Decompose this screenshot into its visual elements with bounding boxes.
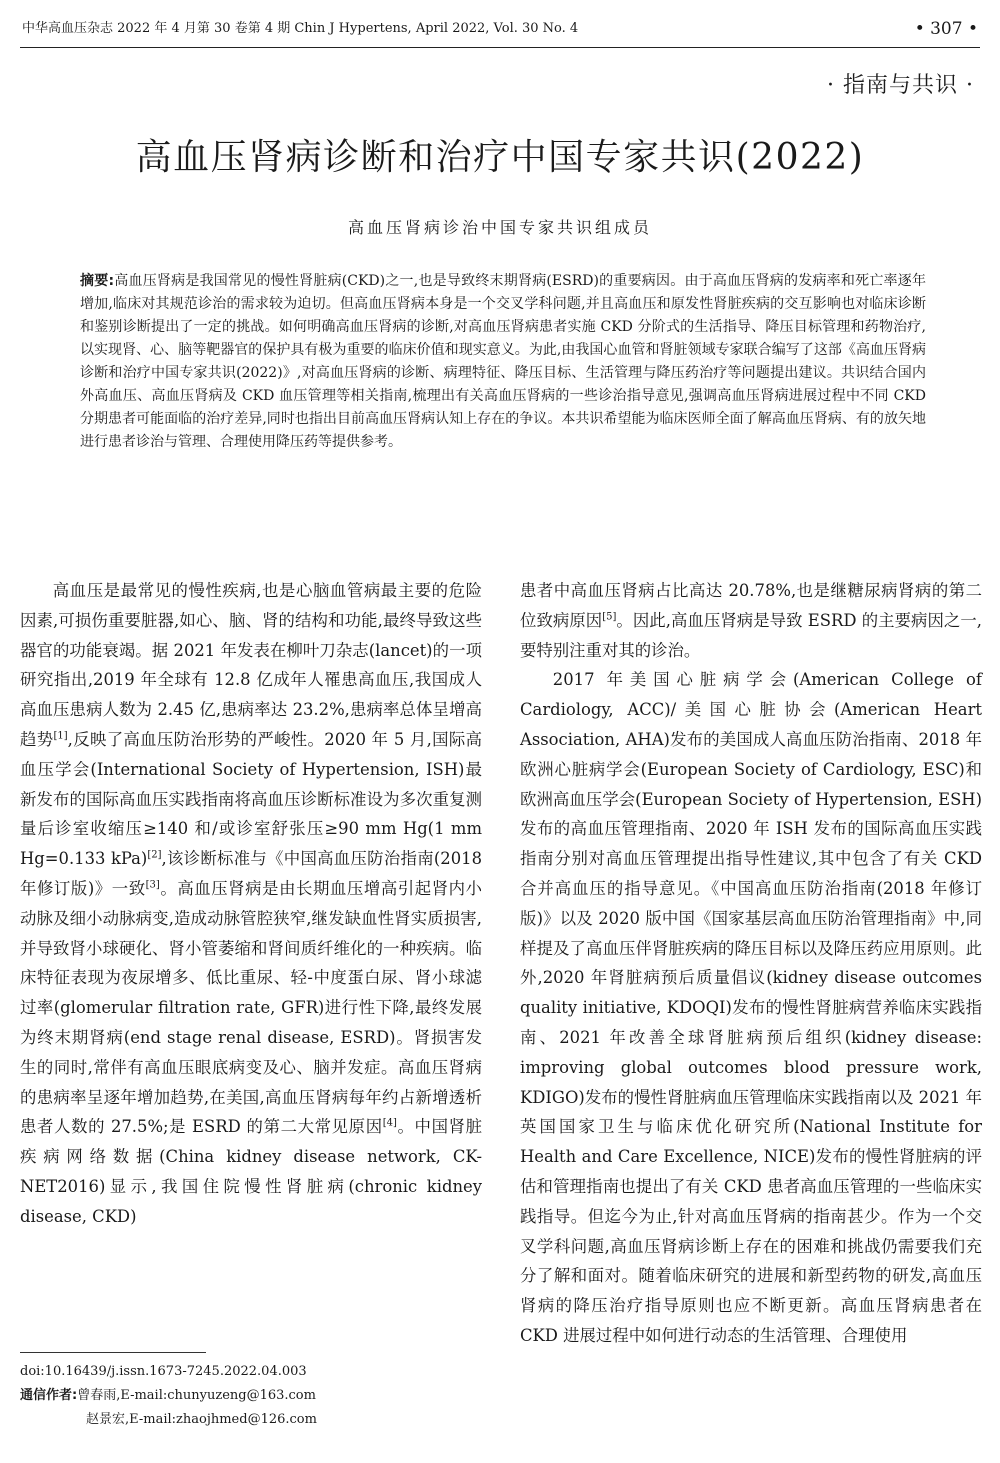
abstract: [80, 270, 926, 454]
corresponding-author-1: 曾春雨,E-mail:chunyuzeng@163.com: [77, 1388, 316, 1403]
body-text: ,该诊断标准与《中国高血压防治指南(2018 年修订版)》一致: [20, 849, 482, 898]
doi-line: doi:10.16439/j.issn.1673-7245.2022.04.003: [20, 1364, 307, 1379]
section-tag: · 指南与共识 ·: [827, 73, 974, 98]
article-title: 高血压肾病诊断和治疗中国专家共识(2022): [135, 137, 865, 178]
body-paragraph-2: [520, 576, 982, 665]
citation-ref: [1]: [53, 730, 68, 742]
page-number: • 307 •: [914, 19, 978, 39]
citation-ref: [2]: [147, 849, 162, 861]
body-paragraph-3: 2017 年美国心脏病学会(American College of Cardiology, ACC)/美国心脏协会(American Heart Association, AHA)发布的美国成人高血压防治指南、2018 年欧洲心脏病学会(European Society of Cardiology, ESC)和欧洲高血压学会(European Society of Hypertension, ESH)发布的高血压管理指南、2020 年 ISH 发布的国际高血压实践指南分别对高血压管理提出指导性建议,其中包含了有关 CKD 合并高血压的指导意见。《中国高血压防治指南(2018 年修订版)》以及 2020 版中国《国家基层高血压防治管理指南》中,同样提及了高血压伴肾脏疾病的降压目标以及降压药应用原则。此外,2020 年肾脏病预后质量倡议(kidney disease outcomes quality initiative, KDOQI)发布的慢性肾脏病营养临床实践指南、2021 年改善全球肾脏病预后组织(kidney disease: improving global outcomes blood pressure work, KDIGO)发布的慢性肾脏病血压管理临床实践指南以及 2021 年英国国家卫生与临床优化研究所(National Institute for Health and Care Excellence, NICE)发布的慢性肾脏病的评估和管理指南也提出了有关 CKD 患者高血压管理的一些临床实践指导。但迄今为止,针对高血压肾病的指南甚少。作为一个交叉学科问题,高血压肾病诊断上存在的困难和挑战仍需要我们充分了解和面对。随着临床研究的进展和新型药物的研发,高血压肾病的降压治疗指导原则也应不断更新。高血压肾病患者在 CKD 进展过程中如何进行动态的生活管理、合理使用: [520, 670, 982, 1345]
journal-info: 中华高血压杂志 2022 年 4 月第 30 卷第 4 期 Chin J Hypertens, April 2022, Vol. 30 No. 4: [22, 21, 579, 36]
body-text: 高血压是最常见的慢性疾病,也是心脑血管病最主要的危险因素,可损伤重要脏器,如心、脑、肾的结构和功能,最终导致这些器官的功能衰竭。据 2021 年发表在柳叶刀杂志(lancet)的一项研究指出,2019 年全球有 12.8 亿成年人罹患高血压,我国成人高血压患病人数为 2.45 亿,患病率达 23.2%,患病率总体呈增高趋势: [20, 581, 482, 749]
body-text: ,反映了高血压防治形势的严峻性。2020 年 5 月,国际高血压学会(International Society of Hypertension, ISH)最新发布的国际高血压实践指南将高血压诊断标准设为多次重复测量后诊室收缩压≥140 和/或诊室舒张压≥90 mm Hg(1 mm Hg=0.133 kPa): [20, 729, 482, 869]
corresponding-author-2: 赵景宏,E-mail:zhaojhmed@126.com: [86, 1412, 317, 1427]
body-paragraph-1: [20, 576, 482, 1232]
footnotes: [20, 1360, 490, 1432]
body-text: 。中国肾脏疾病网络数据(China kidney disease network, CK-NET2016)显示,我国住院慢性肾脏病(chronic kidney disease, CKD): [20, 1117, 482, 1226]
body-text: 。高血压肾病是由长期血压增高引起肾内小动脉及细小动脉病变,造成动脉管腔狭窄,继发缺血性肾实质损害,并导致肾小球硬化、肾小管萎缩和肾间质纤维化的一种疾病。临床特征表现为夜尿增多、低比重尿、轻-中度蛋白尿、肾小球滤过率(glomerular filtration rate, GFR)进行性下降,最终发展为终末期肾病(end stage renal disease, ESRD)。肾损害发生的同时,常伴有高血压眼底病变及心、脑并发症。高血压肾病的患病率呈逐年增加趋势,在美国,高血压肾病每年约占新增透析患者人数的 27.5%;是 ESRD 的第二大常见原因: [20, 878, 482, 1137]
header-rule: [20, 47, 980, 48]
body-column-left: [20, 576, 482, 1232]
author-group: 高血压肾病诊治中国专家共识组成员: [347, 218, 652, 237]
abstract-text: 高血压肾病是我国常见的慢性肾脏病(CKD)之一,也是导致终末期肾病(ESRD)的重要病因。由于高血压肾病的发病率和死亡率逐年增加,临床对其规范诊治的需求较为迫切。但高血压肾病本身是一个交叉学科问题,并且高血压和原发性肾脏疾病的交互影响也对临床诊断和鉴别诊断提出了一定的挑战。如何明确高血压肾病的诊断,对高血压肾病患者实施 CKD 分阶式的生活指导、降压目标管理和药物治疗,以实现肾、心、脑等靶器官的保护具有极为重要的临床价值和现实意义。为此,由我国心血管和肾脏领域专家联合编写了这部《高血压肾病诊断和治疗中国专家共识(2022)》,对高血压肾病的诊断、病理特征、降压目标、生活管理与降压药治疗等问题提出建议。共识结合国内外高血压、高血压肾病及 CKD 血压管理等相关指南,梳理出有关高血压肾病的一些诊治指导意见,强调高血压肾病进展过程中不同 CKD 分期患者可能面临的治疗差异,同时也指出目前高血压肾病认知上存在的争议。本共识希望能为临床医师全面了解高血压肾病、有的放矢地进行患者诊治与管理、合理使用降压药等提供参考。: [80, 273, 926, 450]
abstract-label: 摘要:: [80, 273, 115, 289]
corresponding-label: 通信作者:: [20, 1388, 78, 1403]
citation-ref: [3]: [145, 879, 160, 891]
corresponding-author: [20, 1384, 490, 1408]
citation-ref: [5]: [602, 611, 617, 623]
footnote-rule: [20, 1352, 206, 1353]
running-header: [22, 14, 978, 44]
citation-ref: [4]: [382, 1117, 397, 1129]
body-text: 。因此,高血压肾病是导致 ESRD 的主要病因之一,要特别注重对其的诊治。: [520, 610, 983, 660]
body-column-right: [520, 576, 982, 1351]
body-text: 患者中高血压肾病占比高达 20.78%,也是继糖尿病肾病的第二位致病原因: [520, 581, 982, 630]
